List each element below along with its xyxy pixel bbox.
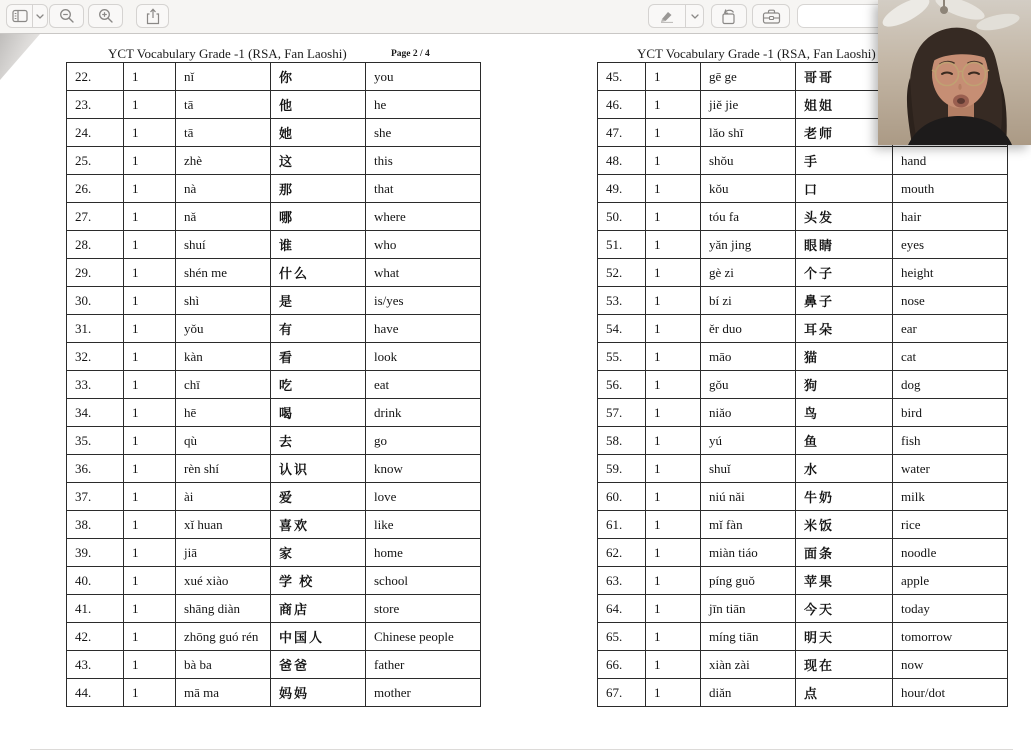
vocab-row <box>67 231 481 259</box>
rotate-button[interactable] <box>711 4 747 28</box>
sidebar-icon <box>7 5 32 27</box>
vocab-row <box>598 455 1008 483</box>
hanzi-cell: 眼睛 <box>796 231 893 259</box>
english-cell: noodle <box>893 539 1008 567</box>
hanzi-cell: 水 <box>796 455 893 483</box>
vocab-row <box>598 679 1008 707</box>
pinyin-cell: zhè <box>176 147 271 175</box>
vocab-row <box>598 511 1008 539</box>
hanzi-cell: 米饭 <box>796 511 893 539</box>
row-number-cell: 49. <box>598 175 646 203</box>
hanzi-cell: 看 <box>271 343 366 371</box>
hanzi-cell: 狗 <box>796 371 893 399</box>
pinyin-cell: qù <box>176 427 271 455</box>
english-cell: drink <box>366 399 481 427</box>
vocab-row <box>67 567 481 595</box>
hanzi-cell: 爸爸 <box>271 651 366 679</box>
pinyin-cell: bí zi <box>701 287 796 315</box>
page-number-label: Page 2 / 4 <box>391 49 430 59</box>
vocab-row <box>67 343 481 371</box>
pinyin-cell: gǒu <box>701 371 796 399</box>
grade-cell: 1 <box>646 679 701 707</box>
pinyin-cell: xué xiào <box>176 567 271 595</box>
marker-icon <box>649 5 685 27</box>
grade-cell: 1 <box>646 399 701 427</box>
row-number-cell: 29. <box>67 259 124 287</box>
hanzi-cell: 喜欢 <box>271 511 366 539</box>
hanzi-cell: 今天 <box>796 595 893 623</box>
vocab-table-left-body <box>67 63 481 707</box>
hanzi-cell: 有 <box>271 315 366 343</box>
chevron-down-icon <box>33 5 47 27</box>
grade-cell: 1 <box>124 651 176 679</box>
english-cell: apple <box>893 567 1008 595</box>
row-number-cell: 28. <box>67 231 124 259</box>
grade-cell: 1 <box>124 427 176 455</box>
pinyin-cell: hē <box>176 399 271 427</box>
english-cell: who <box>366 231 481 259</box>
vocab-row <box>67 203 481 231</box>
grade-cell: 1 <box>124 679 176 707</box>
row-number-cell: 32. <box>67 343 124 371</box>
markup-toolbox-button[interactable] <box>752 4 790 28</box>
vocab-table-right <box>597 62 1008 707</box>
pinyin-cell: zhōng guó rén <box>176 623 271 651</box>
vocab-row <box>598 231 1008 259</box>
row-number-cell: 47. <box>598 119 646 147</box>
hanzi-cell: 去 <box>271 427 366 455</box>
vocab-row <box>598 651 1008 679</box>
vocab-row <box>598 203 1008 231</box>
grade-cell: 1 <box>124 119 176 147</box>
english-cell: go <box>366 427 481 455</box>
vocab-row <box>598 427 1008 455</box>
grade-cell: 1 <box>124 399 176 427</box>
rotate-left-icon <box>720 8 738 25</box>
row-number-cell: 60. <box>598 483 646 511</box>
english-cell: where <box>366 203 481 231</box>
hanzi-cell: 口 <box>796 175 893 203</box>
vocab-row <box>67 287 481 315</box>
vocab-row <box>67 119 481 147</box>
row-number-cell: 59. <box>598 455 646 483</box>
hanzi-cell: 点 <box>796 679 893 707</box>
vocab-row <box>67 455 481 483</box>
english-cell: eyes <box>893 231 1008 259</box>
row-number-cell: 56. <box>598 371 646 399</box>
hanzi-cell: 是 <box>271 287 366 315</box>
row-number-cell: 23. <box>67 91 124 119</box>
english-cell: fish <box>893 427 1008 455</box>
vocab-row <box>67 679 481 707</box>
pinyin-cell: mǐ fàn <box>701 511 796 539</box>
pinyin-cell: yǒu <box>176 315 271 343</box>
row-number-cell: 40. <box>67 567 124 595</box>
vocab-row <box>598 315 1008 343</box>
row-number-cell: 34. <box>67 399 124 427</box>
english-cell: height <box>893 259 1008 287</box>
row-number-cell: 27. <box>67 203 124 231</box>
english-cell: what <box>366 259 481 287</box>
pinyin-cell: shén me <box>176 259 271 287</box>
hanzi-cell: 牛奶 <box>796 483 893 511</box>
markup-pen-button[interactable] <box>648 4 704 28</box>
row-number-cell: 38. <box>67 511 124 539</box>
row-number-cell: 22. <box>67 63 124 91</box>
hanzi-cell: 他 <box>271 91 366 119</box>
grade-cell: 1 <box>646 483 701 511</box>
vocab-row <box>598 371 1008 399</box>
chevron-down-icon <box>686 5 703 27</box>
vocab-row <box>67 623 481 651</box>
hanzi-cell: 你 <box>271 63 366 91</box>
pinyin-cell: ěr duo <box>701 315 796 343</box>
pinyin-cell: rèn shí <box>176 455 271 483</box>
grade-cell: 1 <box>646 567 701 595</box>
english-cell: tomorrow <box>893 623 1008 651</box>
zoom-out-button[interactable] <box>49 4 84 28</box>
grade-cell: 1 <box>124 539 176 567</box>
row-number-cell: 36. <box>67 455 124 483</box>
english-cell: dog <box>893 371 1008 399</box>
pinyin-cell: mā ma <box>176 679 271 707</box>
hanzi-cell: 现在 <box>796 651 893 679</box>
english-cell: that <box>366 175 481 203</box>
view-options-button[interactable] <box>6 4 48 28</box>
vocab-row <box>598 595 1008 623</box>
row-number-cell: 46. <box>598 91 646 119</box>
vocab-row <box>67 595 481 623</box>
row-number-cell: 50. <box>598 203 646 231</box>
row-number-cell: 37. <box>67 483 124 511</box>
hanzi-cell: 谁 <box>271 231 366 259</box>
row-number-cell: 39. <box>67 539 124 567</box>
toolbar <box>0 0 1031 34</box>
grade-cell: 1 <box>646 315 701 343</box>
pinyin-cell: yú <box>701 427 796 455</box>
row-number-cell: 30. <box>67 287 124 315</box>
hanzi-cell: 爱 <box>271 483 366 511</box>
row-number-cell: 64. <box>598 595 646 623</box>
grade-cell: 1 <box>646 427 701 455</box>
row-number-cell: 51. <box>598 231 646 259</box>
english-cell: Chinese people <box>366 623 481 651</box>
grade-cell: 1 <box>124 567 176 595</box>
webcam-overlay <box>878 0 1031 145</box>
pinyin-cell: shì <box>176 287 271 315</box>
english-cell: eat <box>366 371 481 399</box>
grade-cell: 1 <box>646 455 701 483</box>
pinyin-cell: kàn <box>176 343 271 371</box>
vocab-row <box>67 511 481 539</box>
hanzi-cell: 鼻子 <box>796 287 893 315</box>
magnifier-plus-icon <box>98 8 114 24</box>
english-cell: ear <box>893 315 1008 343</box>
english-cell: look <box>366 343 481 371</box>
hanzi-cell: 妈妈 <box>271 679 366 707</box>
hanzi-cell: 喝 <box>271 399 366 427</box>
row-number-cell: 26. <box>67 175 124 203</box>
english-cell: mouth <box>893 175 1008 203</box>
vocab-table-right-body <box>598 63 1008 707</box>
row-number-cell: 66. <box>598 651 646 679</box>
row-number-cell: 45. <box>598 63 646 91</box>
row-number-cell: 52. <box>598 259 646 287</box>
pinyin-cell: lǎo shī <box>701 119 796 147</box>
pinyin-cell: jiā <box>176 539 271 567</box>
vocab-row <box>598 175 1008 203</box>
vocab-row <box>598 287 1008 315</box>
grade-cell: 1 <box>646 651 701 679</box>
hanzi-cell: 学 校 <box>271 567 366 595</box>
english-cell: hair <box>893 203 1008 231</box>
vocab-row <box>67 147 481 175</box>
hanzi-cell: 什么 <box>271 259 366 287</box>
row-number-cell: 54. <box>598 315 646 343</box>
vocab-row <box>67 651 481 679</box>
row-number-cell: 55. <box>598 343 646 371</box>
grade-cell: 1 <box>124 595 176 623</box>
grade-cell: 1 <box>646 175 701 203</box>
grade-cell: 1 <box>646 371 701 399</box>
pinyin-cell: miàn tiáo <box>701 539 796 567</box>
english-cell: this <box>366 147 481 175</box>
hanzi-cell: 耳朵 <box>796 315 893 343</box>
hanzi-cell: 吃 <box>271 371 366 399</box>
english-cell: hour/dot <box>893 679 1008 707</box>
pinyin-cell: nǐ <box>176 63 271 91</box>
vocab-row <box>598 259 1008 287</box>
pinyin-cell: shuǐ <box>701 455 796 483</box>
grade-cell: 1 <box>124 63 176 91</box>
english-cell: rice <box>893 511 1008 539</box>
row-number-cell: 57. <box>598 399 646 427</box>
grade-cell: 1 <box>646 595 701 623</box>
grade-cell: 1 <box>124 343 176 371</box>
row-number-cell: 24. <box>67 119 124 147</box>
page-title-right: YCT Vocabulary Grade -1 (RSA, Fan Laoshi) <box>637 46 876 61</box>
row-number-cell: 41. <box>67 595 124 623</box>
hanzi-cell: 鱼 <box>796 427 893 455</box>
english-cell: cat <box>893 343 1008 371</box>
hanzi-cell: 个子 <box>796 259 893 287</box>
pinyin-cell: xǐ huan <box>176 511 271 539</box>
english-cell: know <box>366 455 481 483</box>
hanzi-cell: 明天 <box>796 623 893 651</box>
grade-cell: 1 <box>646 231 701 259</box>
english-cell: home <box>366 539 481 567</box>
english-cell: now <box>893 651 1008 679</box>
pinyin-cell: māo <box>701 343 796 371</box>
grade-cell: 1 <box>124 175 176 203</box>
grade-cell: 1 <box>646 287 701 315</box>
row-number-cell: 65. <box>598 623 646 651</box>
pinyin-cell: niǎo <box>701 399 796 427</box>
pinyin-cell: jīn tiān <box>701 595 796 623</box>
grade-cell: 1 <box>646 511 701 539</box>
pinyin-cell: nà <box>176 175 271 203</box>
share-button[interactable] <box>136 4 169 28</box>
hanzi-cell: 手 <box>796 147 893 175</box>
vocab-table-left <box>66 62 481 707</box>
english-cell: school <box>366 567 481 595</box>
grade-cell: 1 <box>646 147 701 175</box>
zoom-in-button[interactable] <box>88 4 123 28</box>
row-number-cell: 67. <box>598 679 646 707</box>
vocab-row <box>67 315 481 343</box>
page-bottom-edge <box>30 749 1013 750</box>
row-number-cell: 42. <box>67 623 124 651</box>
vocab-row <box>67 399 481 427</box>
english-cell: bird <box>893 399 1008 427</box>
row-number-cell: 44. <box>67 679 124 707</box>
hanzi-cell: 哥哥 <box>796 63 893 91</box>
vocab-row <box>598 343 1008 371</box>
page-title-left: YCT Vocabulary Grade -1 (RSA, Fan Laoshi) <box>108 46 347 61</box>
hanzi-cell: 这 <box>271 147 366 175</box>
hanzi-cell: 中国人 <box>271 623 366 651</box>
vocab-row <box>598 147 1008 175</box>
row-number-cell: 62. <box>598 539 646 567</box>
grade-cell: 1 <box>646 63 701 91</box>
english-cell: like <box>366 511 481 539</box>
vocab-row <box>598 483 1008 511</box>
pinyin-cell: shāng diàn <box>176 595 271 623</box>
row-number-cell: 35. <box>67 427 124 455</box>
pinyin-cell: niú nǎi <box>701 483 796 511</box>
english-cell: milk <box>893 483 1008 511</box>
vocab-row <box>67 427 481 455</box>
pinyin-cell: diǎn <box>701 679 796 707</box>
row-number-cell: 33. <box>67 371 124 399</box>
hanzi-cell: 老师 <box>796 119 893 147</box>
vocab-row <box>598 567 1008 595</box>
grade-cell: 1 <box>124 315 176 343</box>
pinyin-cell: chī <box>176 371 271 399</box>
hanzi-cell: 认识 <box>271 455 366 483</box>
grade-cell: 1 <box>646 343 701 371</box>
hanzi-cell: 哪 <box>271 203 366 231</box>
grade-cell: 1 <box>124 231 176 259</box>
pinyin-cell: shǒu <box>701 147 796 175</box>
english-cell: she <box>366 119 481 147</box>
hanzi-cell: 面条 <box>796 539 893 567</box>
pinyin-cell: gè zi <box>701 259 796 287</box>
grade-cell: 1 <box>646 91 701 119</box>
grade-cell: 1 <box>124 455 176 483</box>
grade-cell: 1 <box>124 371 176 399</box>
vocab-row <box>67 63 481 91</box>
english-cell: father <box>366 651 481 679</box>
english-cell: hand <box>893 147 1008 175</box>
vocab-row <box>598 399 1008 427</box>
hanzi-cell: 姐姐 <box>796 91 893 119</box>
grade-cell: 1 <box>124 259 176 287</box>
vocab-row <box>67 91 481 119</box>
pinyin-cell: tā <box>176 91 271 119</box>
grade-cell: 1 <box>124 623 176 651</box>
vocab-row <box>67 371 481 399</box>
english-cell: love <box>366 483 481 511</box>
grade-cell: 1 <box>124 147 176 175</box>
pinyin-cell: tā <box>176 119 271 147</box>
pinyin-cell: kǒu <box>701 175 796 203</box>
hanzi-cell: 那 <box>271 175 366 203</box>
grade-cell: 1 <box>124 287 176 315</box>
english-cell: he <box>366 91 481 119</box>
pinyin-cell: nǎ <box>176 203 271 231</box>
grade-cell: 1 <box>646 119 701 147</box>
hanzi-cell: 苹果 <box>796 567 893 595</box>
grade-cell: 1 <box>646 539 701 567</box>
hanzi-cell: 头发 <box>796 203 893 231</box>
english-cell: water <box>893 455 1008 483</box>
row-number-cell: 58. <box>598 427 646 455</box>
vocab-row <box>67 539 481 567</box>
pinyin-cell: míng tiān <box>701 623 796 651</box>
grade-cell: 1 <box>124 511 176 539</box>
vocab-row <box>67 259 481 287</box>
english-cell: today <box>893 595 1008 623</box>
pinyin-cell: bà ba <box>176 651 271 679</box>
pinyin-cell: píng guǒ <box>701 567 796 595</box>
english-cell: store <box>366 595 481 623</box>
hanzi-cell: 家 <box>271 539 366 567</box>
toolbox-icon <box>762 9 781 24</box>
english-cell: have <box>366 315 481 343</box>
pinyin-cell: xiàn zài <box>701 651 796 679</box>
hanzi-cell: 她 <box>271 119 366 147</box>
row-number-cell: 48. <box>598 147 646 175</box>
page-curl <box>0 34 40 80</box>
vocab-row <box>67 483 481 511</box>
pinyin-cell: tóu fa <box>701 203 796 231</box>
vocab-row <box>67 175 481 203</box>
pinyin-cell: gē ge <box>701 63 796 91</box>
grade-cell: 1 <box>646 203 701 231</box>
grade-cell: 1 <box>124 203 176 231</box>
row-number-cell: 63. <box>598 567 646 595</box>
row-number-cell: 25. <box>67 147 124 175</box>
magnifier-minus-icon <box>59 8 75 24</box>
grade-cell: 1 <box>124 483 176 511</box>
pinyin-cell: jiě jie <box>701 91 796 119</box>
grade-cell: 1 <box>646 623 701 651</box>
row-number-cell: 61. <box>598 511 646 539</box>
english-cell: is/yes <box>366 287 481 315</box>
share-icon <box>146 8 160 25</box>
english-cell: nose <box>893 287 1008 315</box>
hanzi-cell: 鸟 <box>796 399 893 427</box>
row-number-cell: 43. <box>67 651 124 679</box>
vocab-row <box>598 623 1008 651</box>
hanzi-cell: 商店 <box>271 595 366 623</box>
hanzi-cell: 猫 <box>796 343 893 371</box>
row-number-cell: 53. <box>598 287 646 315</box>
english-cell: mother <box>366 679 481 707</box>
pinyin-cell: yǎn jing <box>701 231 796 259</box>
english-cell: you <box>366 63 481 91</box>
grade-cell: 1 <box>124 91 176 119</box>
grade-cell: 1 <box>646 259 701 287</box>
vocab-row <box>598 539 1008 567</box>
row-number-cell: 31. <box>67 315 124 343</box>
pinyin-cell: shuí <box>176 231 271 259</box>
pinyin-cell: ài <box>176 483 271 511</box>
